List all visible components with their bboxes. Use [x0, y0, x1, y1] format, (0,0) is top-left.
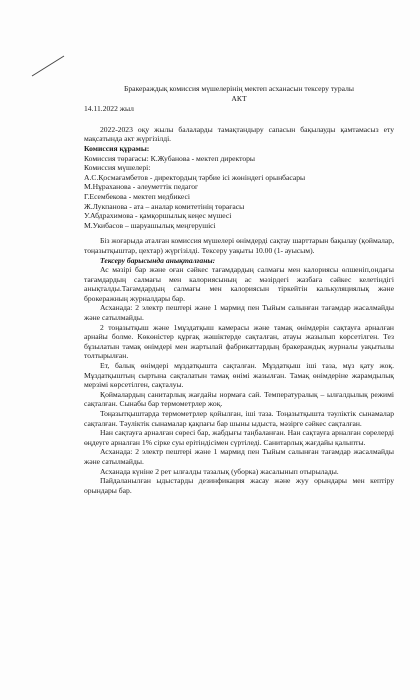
document-date: 14.11.2022 жыл: [84, 104, 134, 114]
intro-paragraph: 2022-2023 оқу жылы балаларды тамақтандыру сапасын бақылауды қамтамасыз ету мақсатында акт жүргізілді.: [84, 124, 394, 144]
commission-member: Ж.Лукпанова - ата – аналар комитетінің төрағасы: [84, 201, 245, 211]
finding-paragraph: 2 тоңазытқыш және 1мұздатқыш камерасы және тамақ өнімдерін сақтауға арналған арнайы болме. Көкөністер құрғақ жәшіктерде сақталған, атауы жазылып көрсетілген. Тез бұзылатын тамақ өнімдері мен жартылай фабрикаттардың бракераждық журналы уақытылы толтырылған.: [84, 322, 394, 361]
commission-members-label: Комиссия мүшелері:: [84, 163, 151, 173]
finding-paragraph: Асханада күніне 2 рет ылғалды тазалық (уборка) жасалынып отырылады.: [100, 466, 339, 476]
finding-paragraph: Пайдаланылған ыдыстарды дезинфикация жасау және жуу орындары мен кептіру орындары бар.: [84, 476, 394, 495]
commission-member: У.Абдрахимова - қамқоршылық кеңес мүшесі: [84, 211, 232, 221]
document-title-line2: АКТ: [231, 93, 247, 103]
finding-paragraph: Асханада: 2 электр пештері және 1 мармид пен Тыйым салынған тағамдар жасалмайды және сатылмайды.: [84, 447, 394, 466]
finding-paragraph: Ас мәзірі бар және оған сәйкес тағамдардың салмағы мен калориясы өлшеніп,ондағы тағамдардың салмағы мен калориясының ас мәзірдегі жазбаға сәйкес келетіндігі анықталды.Тағамдардың салмағы мен калориясын тіркейтін калькуляциялық және брокеражның журналдары бар.: [84, 265, 394, 303]
document-body: [84, 84, 394, 495]
document-title-line1: Бракеражды‌қ комиссия мүшелерінің мектеп асханасын тексеру туралы: [124, 84, 354, 93]
pen-mark-icon: [30, 50, 70, 80]
check-paragraph: Біз жоғарыда аталған комиссия мүшелері өнімдерді сақтау шарттарын бақылау (қоймалар, тоңазытқыштар, цехтар) жүргізілді. Тексеру уақыты 10.00 (1- ауысым).: [84, 236, 394, 255]
finding-paragraph: Қоймалардың санитарлық жағдайы нормаға сай. Температуралық – ылғалдылық режимі сақталған. Сынабы бар термометрлер жоқ.: [84, 389, 394, 409]
commission-heading: Комиссия құрамы:: [84, 143, 150, 153]
commission-member: А.С.Қосмағамбетов - директордың тәрбие ісі жөніндегі орынбасары: [84, 172, 306, 182]
commission-chair: Комиссия төрағасы: К.Жубанова - мектеп директоры: [84, 153, 256, 163]
finding-paragraph: Нан сақтауға арналған сөресі бар, жабдығы таңбаланған. Нан сақтауға арналған сөрелерді өңдеуге арналған 1% сірке суы ерітіндісімен сүртіледі. Санитарлық жағдайы қалыпты.: [84, 428, 394, 447]
commission-member: М.Укибасов – шаруашылық меңгерушісі: [84, 220, 216, 230]
findings-heading: Тексеру барысында анықталғаны:: [100, 255, 216, 265]
finding-paragraph: Ет, балық өнімдері мұздатқышта сақталған. Мұздатқыш іші таза, мұз қату жоқ. Мұздатқыштың сыртына сақталатын тамақ өнімі жазылған. Тамақ өнімдеріне жарамдылық мерзімі көрсетілген, сақталуы.: [84, 361, 394, 390]
commission-member: М.Нұраханова - әлеуметтік педагог: [84, 182, 199, 192]
finding-paragraph: Тоңазытқыштарда термометрлер қойылған, іші таза. Тоңазытқышта тәуліктік сынамалар сақталған. Тәуліктік сынамалар қақпағы бар шыны ыдыста, мәзірге сәйкес сақталған.: [84, 409, 394, 428]
commission-member: Г.Есембекова - мектеп медбикесі: [84, 191, 190, 201]
finding-paragraph: Асханада: 2 электр пештері және 1 мармид пен Тыйым салынған тағамдар жасалмайды және сатылмайды.: [84, 303, 394, 323]
